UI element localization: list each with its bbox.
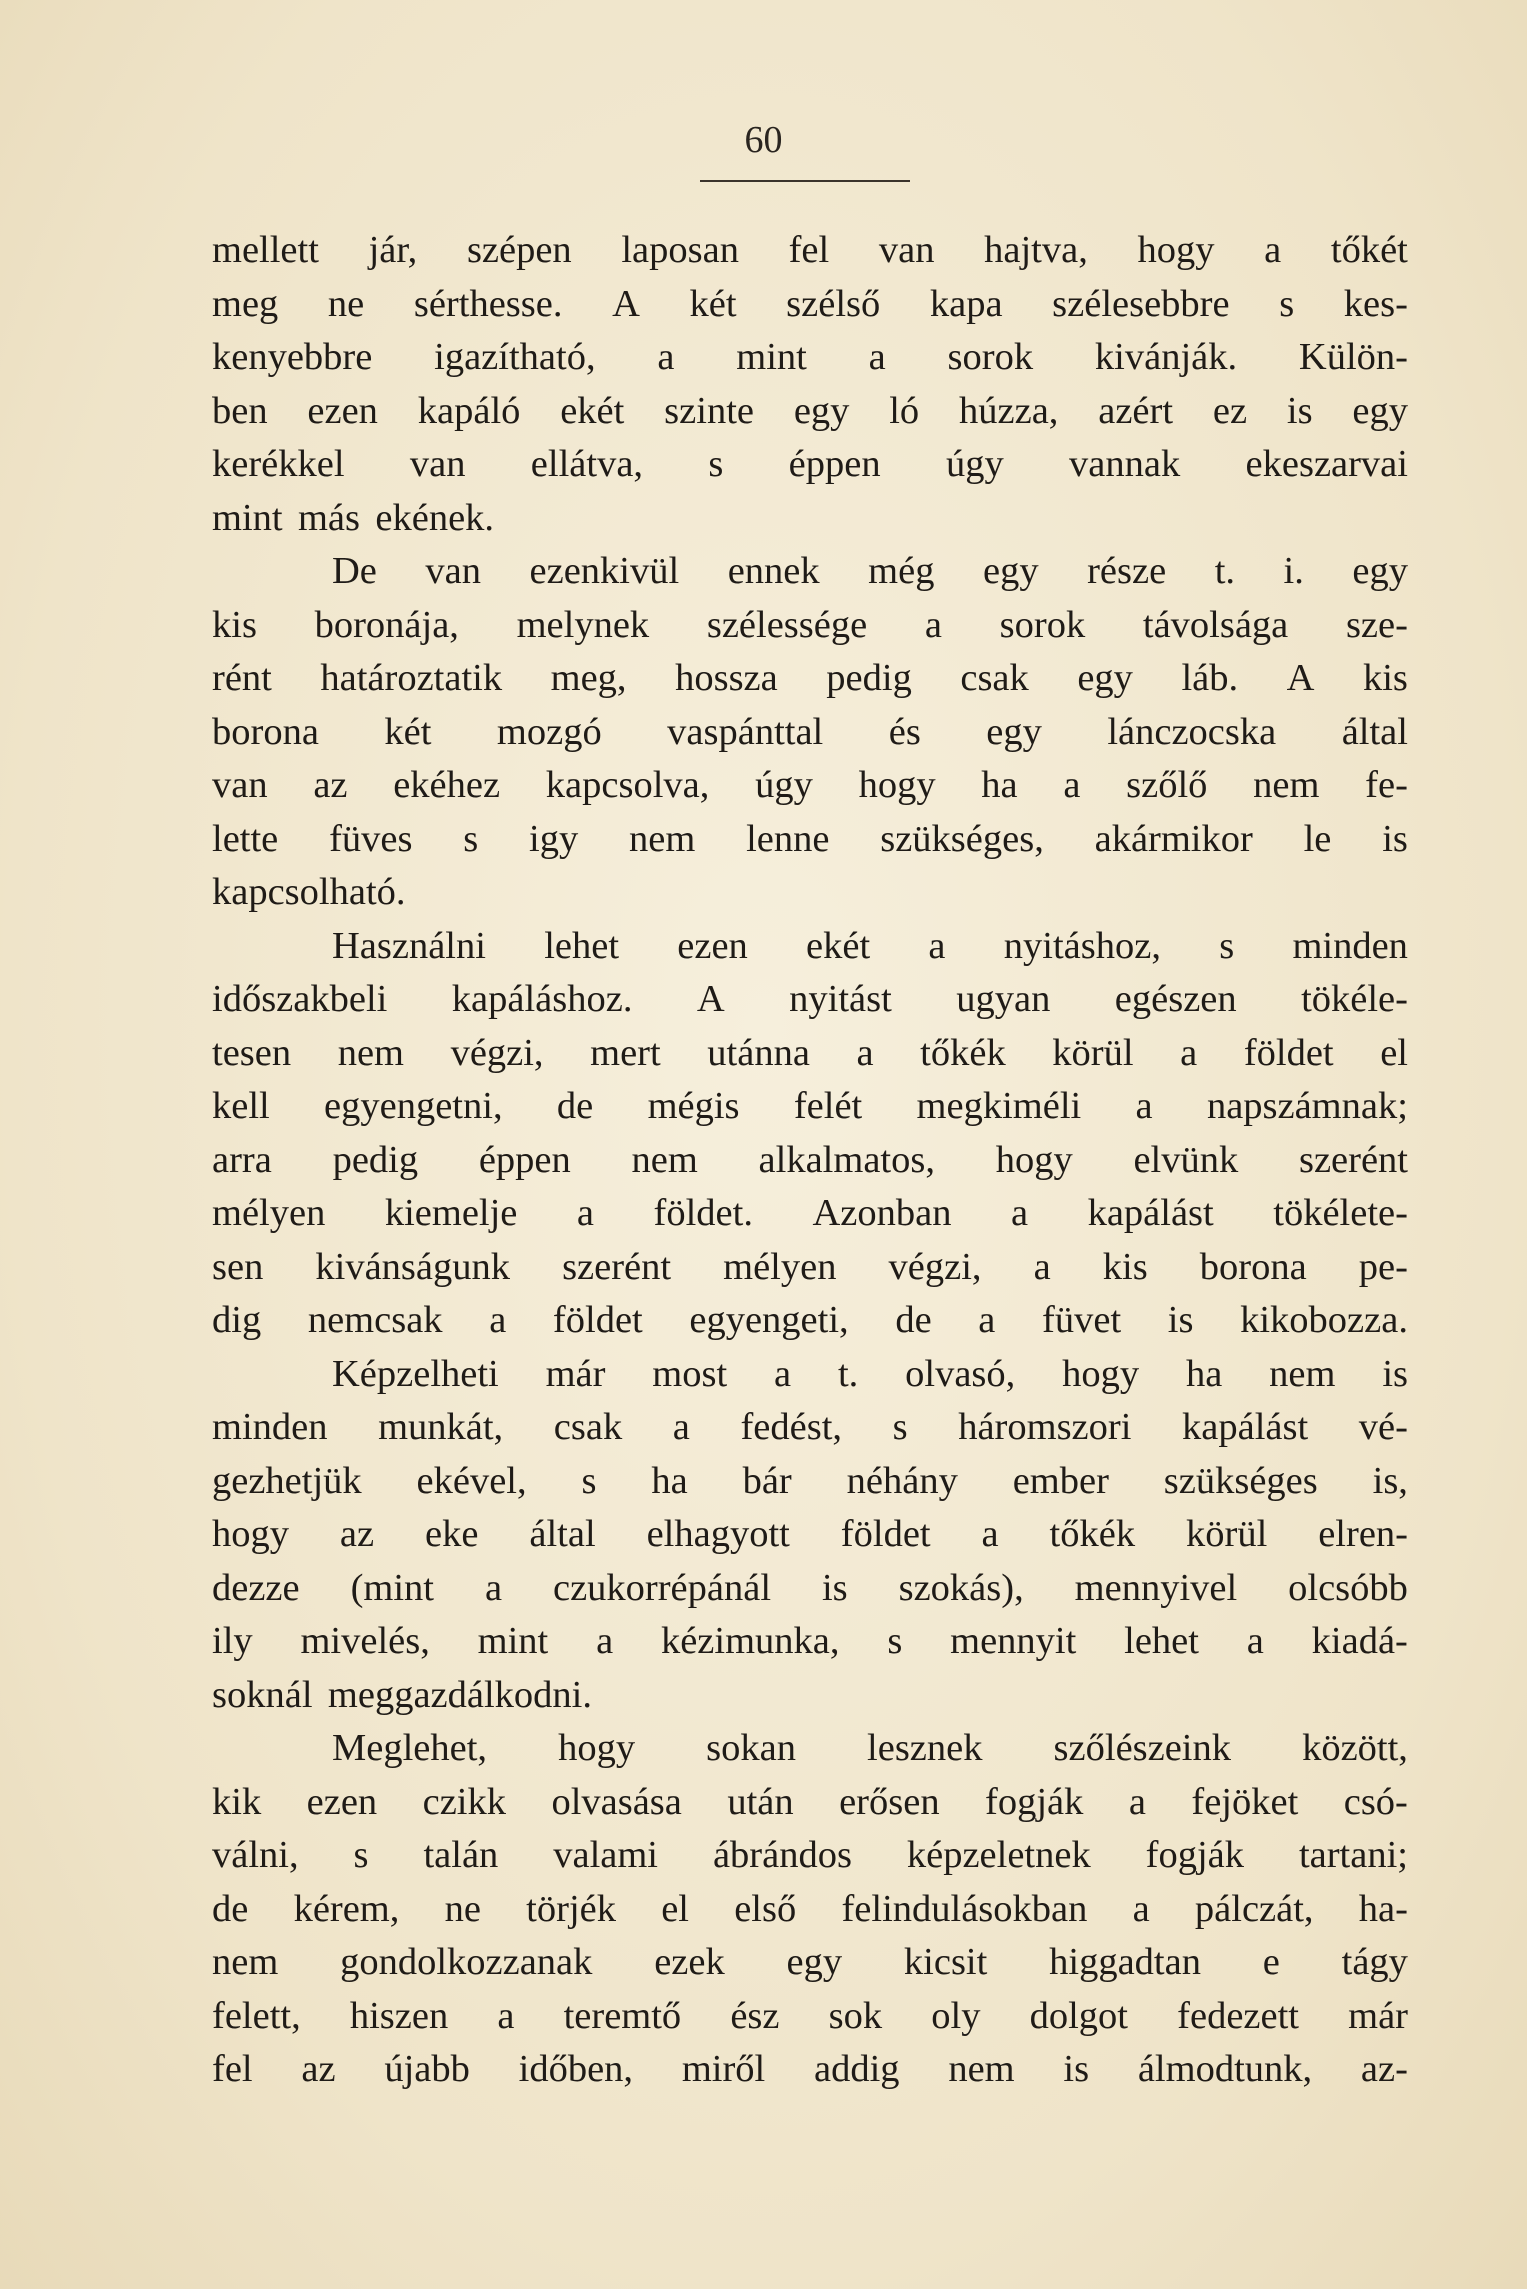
text-line: Képzelheti már most a t. olvasó, hogy ha nem is (332, 1352, 1408, 1395)
text-line: Használni lehet ezen ekét a nyitáshoz, s minden (332, 924, 1408, 967)
header-rule (700, 180, 910, 182)
text-line: Meglehet, hogy sokan lesznek szőlészeink között, (332, 1727, 1408, 1769)
text-line: időszakbeli kapáláshoz. A nyitást ugyan egészen tökéle- (212, 978, 1408, 1020)
text-line: kenyebbre igazítható, a mint a sorok kivánják. Külön- (212, 336, 1408, 378)
text-line: mélyen kiemelje a földet. Azonban a kapálást tökélete- (212, 1192, 1408, 1234)
text-line: tesen nem végzi, mert utánna a tőkék körül a földet el (212, 1031, 1408, 1074)
text-line: fel az újabb időben, miről addig nem is álmodtunk, az- (212, 2048, 1408, 2090)
text-line: kis boronája, melynek szélessége a sorok távolsága sze- (212, 603, 1408, 646)
body-text (212, 224, 1408, 2097)
text-line: hogy az eke által elhagyott földet a tőkék körül elren- (212, 1513, 1408, 1555)
text-line: mellett jár, szépen laposan fel van hajtva, hogy a tőkét (212, 229, 1408, 271)
text-line: mint más ekének. (212, 496, 495, 539)
text-line: ben ezen kapáló ekét szinte egy ló húzza, azért ez is egy (212, 389, 1408, 432)
text-line: válni, s talán valami ábrándos képzeletnek fogják tartani; (212, 1834, 1408, 1876)
text-line: meg ne sérthesse. A két szélső kapa szélesebbre s kes- (212, 282, 1408, 325)
text-line: minden munkát, csak a fedést, s háromszori kapálást vé- (212, 1406, 1408, 1448)
text-line: kapcsolható. (212, 871, 406, 913)
text-line: dezze (mint a czukorrépánál is szokás), mennyivel olcsóbb (212, 1566, 1408, 1609)
text-line: borona két mozgó vaspánttal és egy lánczocska által (212, 710, 1408, 753)
text-line: De van ezenkivül ennek még egy része t. i. egy (332, 550, 1408, 592)
text-line: van az ekéhez kapcsolva, úgy hogy ha a szőlő nem fe- (212, 764, 1408, 806)
text-line: soknál meggazdálkodni. (212, 1673, 592, 1716)
text-line: ily mivelés, mint a kézimunka, s mennyit lehet a kiadá- (212, 1620, 1408, 1662)
text-line: arra pedig éppen nem alkalmatos, hogy elvünk szerént (212, 1138, 1408, 1181)
text-line: kell egyengetni, de mégis felét megkiméli a napszámnak; (212, 1085, 1408, 1127)
text-line: de kérem, ne törjék el első felindulásokban a pálczát, ha- (212, 1887, 1408, 1930)
text-line: sen kivánságunk szerént mélyen végzi, a kis borona pe- (212, 1245, 1408, 1288)
text-line: lette füves s igy nem lenne szükséges, akármikor le is (212, 817, 1408, 860)
text-line: kerékkel van ellátva, s éppen úgy vannak ekeszarvai (212, 443, 1408, 485)
page-number: 60 (744, 119, 783, 161)
text-line: felett, hiszen a teremtő ész sok oly dolgot fedezett már (212, 1994, 1408, 2037)
text-line: rént határoztatik meg, hossza pedig csak egy láb. A kis (212, 657, 1408, 699)
text-line: nem gondolkozzanak ezek egy kicsit higgadtan e tágy (212, 1941, 1408, 1983)
text-line: kik ezen czikk olvasása után erősen fogják a fejöket csó- (212, 1780, 1408, 1823)
text-line: gezhetjük ekével, s ha bár néhány ember szükséges is, (212, 1459, 1408, 1502)
text-line: dig nemcsak a földet egyengeti, de a füvet is kikobozza. (212, 1299, 1408, 1341)
